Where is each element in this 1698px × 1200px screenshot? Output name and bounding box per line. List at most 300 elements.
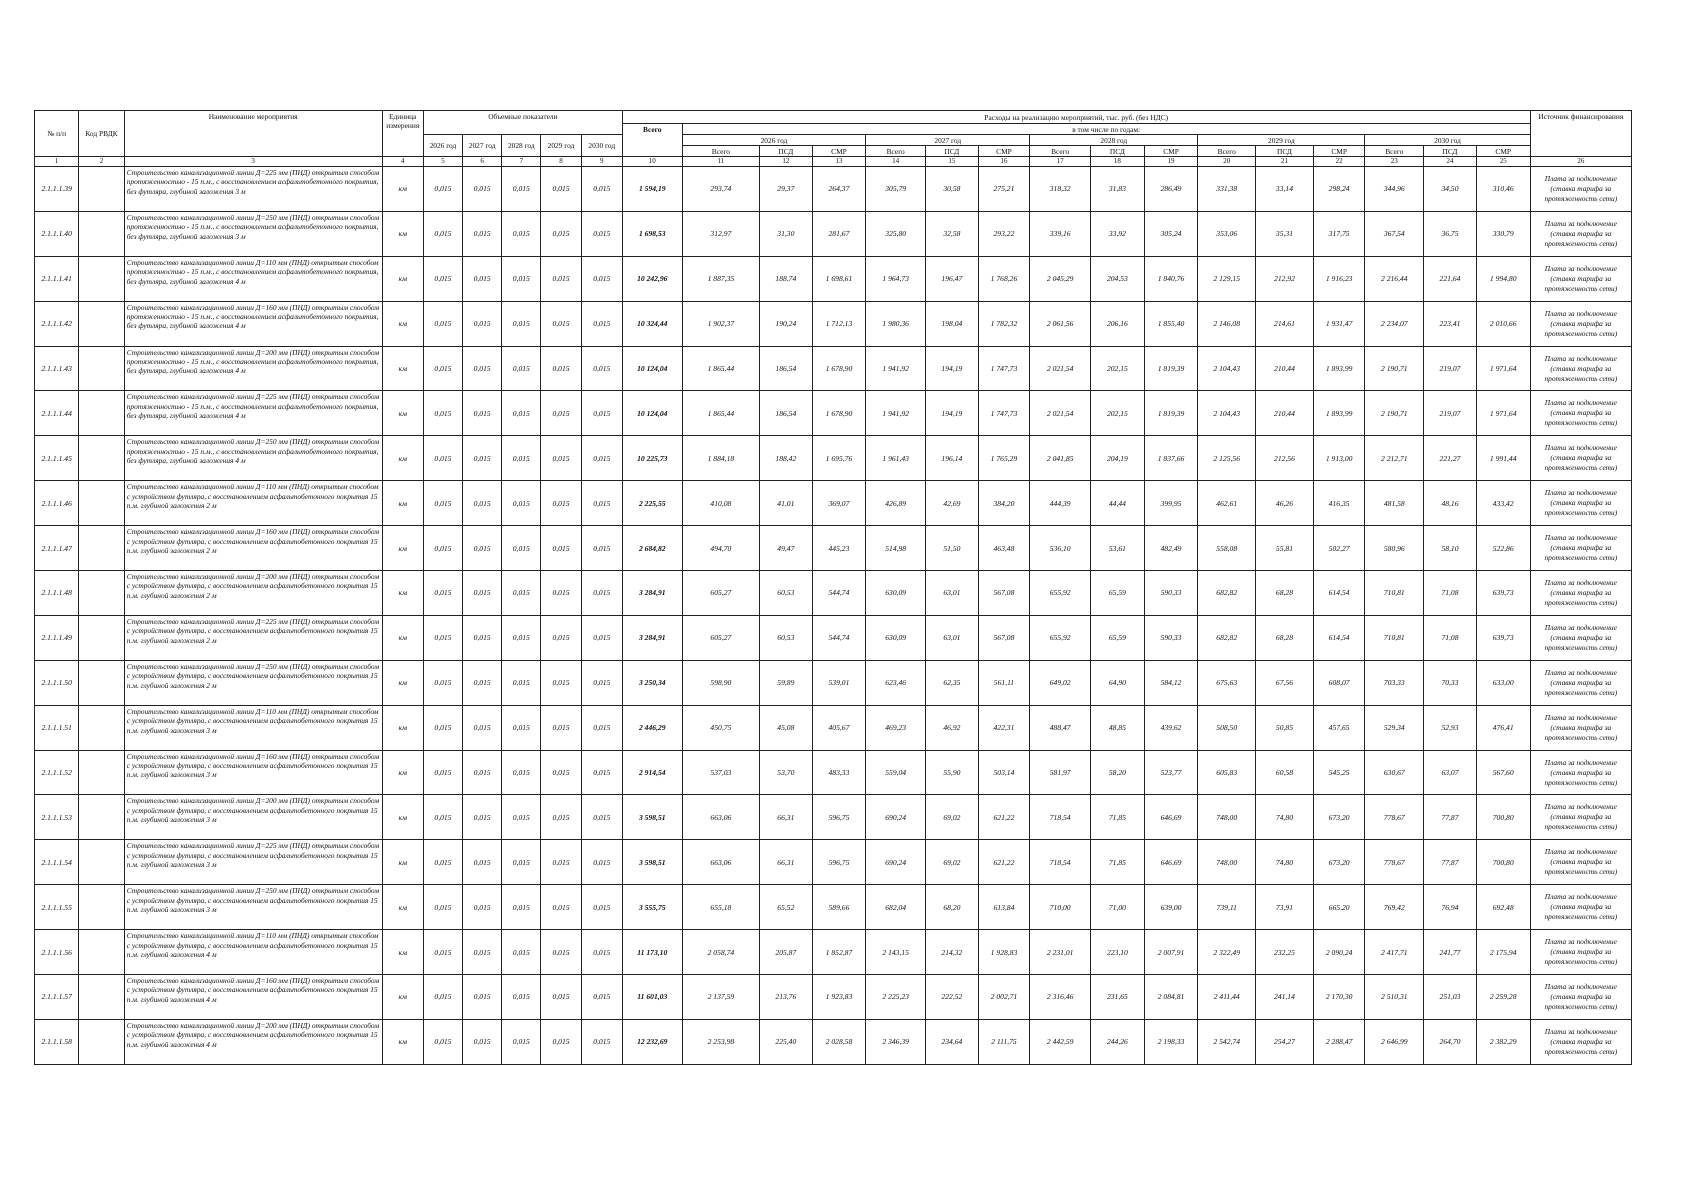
table-row [35,750,1632,795]
row-year-total: 703,33 [1365,660,1424,705]
header-vol-year: 2026 год [423,135,462,157]
row-year-psd: 244,26 [1091,1019,1145,1064]
row-volume: 0,015 [502,526,541,571]
row-volume: 0,015 [581,975,622,1020]
header-unit: Единица измерения [382,111,423,157]
row-name: Строительство канализационной линии Д=200 мм (ПНД) открытым способом с устройством футляра, с восстановлением асфальтобетонного покрытия 15 п.м. глубиной заложения 4 м [124,1019,382,1064]
row-year-psd: 67,56 [1256,660,1314,705]
table-row [35,615,1632,660]
row-number: 2.1.1.1.39 [35,167,79,212]
row-code [79,795,124,840]
row-volume: 0,015 [423,346,462,391]
row-number: 2.1.1.1.53 [35,795,79,840]
row-year-total: 663,06 [682,795,759,840]
row-volume: 0,015 [541,750,581,795]
row-year-total: 2 316,46 [1030,975,1091,1020]
row-unit: км [382,256,423,301]
row-unit: км [382,750,423,795]
row-year-psd: 60,53 [760,571,813,616]
row-year-total: 481,58 [1365,481,1424,526]
table-row [35,346,1632,391]
row-total: 1 698,53 [622,211,682,256]
row-name: Строительство канализационной линии Д=250 мм (ПНД) открытым способом с устройством футляра, с восстановлением асфальтобетонного покрытия 15 п.м. глубиной заложения 3 м [124,885,382,930]
table-row [35,840,1632,885]
row-volume: 0,015 [581,1019,622,1064]
row-volume: 0,015 [541,256,581,301]
row-year-smr: 1 698,61 [812,256,866,301]
row-code [79,167,124,212]
row-year-smr: 1 991,44 [1476,436,1530,481]
table-row [35,481,1632,526]
row-year-psd: 59,89 [760,660,813,705]
row-year-smr: 1 712,13 [812,301,866,346]
row-year-total: 529,34 [1365,705,1424,750]
row-year-total: 2 212,71 [1365,436,1424,481]
row-year-smr: 310,46 [1476,167,1530,212]
row-year-total: 2 231,01 [1030,930,1091,975]
row-volume: 0,015 [581,840,622,885]
row-year-psd: 66,31 [760,840,813,885]
column-number: 14 [866,157,926,167]
row-year-psd: 71,85 [1091,795,1145,840]
row-year-psd: 223,10 [1091,930,1145,975]
row-year-smr: 317,75 [1313,211,1365,256]
column-number: 21 [1256,157,1314,167]
row-volume: 0,015 [463,885,502,930]
row-year-psd: 35,31 [1256,211,1314,256]
row-unit: км [382,1019,423,1064]
row-year-psd: 68,20 [926,885,979,930]
row-year-smr: 1 971,64 [1476,346,1530,391]
row-volume: 0,015 [581,571,622,616]
row-year-smr: 646,69 [1144,795,1198,840]
row-volume: 0,015 [541,436,581,481]
row-year-psd: 58,10 [1424,526,1477,571]
row-year-total: 2 058,74 [682,930,759,975]
row-year-smr: 567,08 [978,571,1030,616]
row-source: Плата за подключение (ставка тарифа за протяженность сети) [1530,481,1631,526]
row-year-smr: 544,74 [812,615,866,660]
row-year-smr: 293,22 [978,211,1030,256]
row-volume: 0,015 [463,705,502,750]
row-volume: 0,015 [423,615,462,660]
row-year-psd: 71,00 [1091,885,1145,930]
row-year-smr: 639,73 [1476,571,1530,616]
row-year-smr: 2 028,58 [812,1019,866,1064]
row-name: Строительство канализационной линии Д=160 мм (ПНД) открытым способом с устройством футляра, с восстановлением асфальтобетонного покрытия 15 п.м. глубиной заложения 3 м [124,750,382,795]
row-year-smr: 286,49 [1144,167,1198,212]
row-year-psd: 36,75 [1424,211,1477,256]
row-year-smr: 457,65 [1313,705,1365,750]
row-year-total: 339,16 [1030,211,1091,256]
row-unit: км [382,795,423,840]
row-volume: 0,015 [423,930,462,975]
row-year-total: 748,00 [1198,795,1256,840]
row-year-psd: 51,50 [926,526,979,571]
row-year-smr: 2 111,75 [978,1019,1030,1064]
row-year-psd: 33,92 [1091,211,1145,256]
row-number: 2.1.1.1.47 [35,526,79,571]
row-year-smr: 264,37 [812,167,866,212]
row-year-psd: 196,14 [926,436,979,481]
row-volume: 0,015 [463,346,502,391]
row-code [79,526,124,571]
row-code [79,615,124,660]
row-total: 2 225,55 [622,481,682,526]
row-year-psd: 69,02 [926,795,979,840]
row-unit: км [382,885,423,930]
row-year-smr: 1 913,00 [1313,436,1365,481]
row-volume: 0,015 [541,1019,581,1064]
row-year-smr: 422,31 [978,705,1030,750]
row-year-smr: 1 994,80 [1476,256,1530,301]
column-number: 24 [1424,157,1477,167]
row-year-smr: 1 819,39 [1144,391,1198,436]
row-volume: 0,015 [423,436,462,481]
row-volume: 0,015 [502,167,541,212]
row-name: Строительство канализационной линии Д=110 мм (ПНД) открытым способом с устройством футляра, с восстановлением асфальтобетонного покрытия 15 п.м. глубиной заложения 4 м [124,930,382,975]
row-volume: 0,015 [581,660,622,705]
table-row [35,930,1632,975]
row-volume: 0,015 [502,346,541,391]
header-num: № п/п [35,111,79,157]
row-volume: 0,015 [463,481,502,526]
row-year-psd: 73,91 [1256,885,1314,930]
row-year-smr: 673,20 [1313,840,1365,885]
row-year-smr: 639,73 [1476,615,1530,660]
row-year-total: 325,80 [866,211,926,256]
row-year-smr: 608,07 [1313,660,1365,705]
column-number: 19 [1144,157,1198,167]
table-row [35,167,1632,212]
row-year-total: 2 216,44 [1365,256,1424,301]
row-total: 3 284,91 [622,571,682,616]
row-year-smr: 2 170,30 [1313,975,1365,1020]
row-volume: 0,015 [423,885,462,930]
row-source: Плата за подключение (ставка тарифа за протяженность сети) [1530,930,1631,975]
row-year-total: 2 104,43 [1198,391,1256,436]
row-code [79,436,124,481]
table-row [35,526,1632,571]
row-year-smr: 1 923,83 [812,975,866,1020]
column-number: 6 [463,157,502,167]
row-year-smr: 590,33 [1144,571,1198,616]
row-number: 2.1.1.1.51 [35,705,79,750]
row-year-psd: 188,74 [760,256,813,301]
row-year-total: 367,54 [1365,211,1424,256]
row-number: 2.1.1.1.52 [35,750,79,795]
row-year-smr: 445,23 [812,526,866,571]
column-number: 26 [1530,157,1631,167]
row-year-total: 2 061,56 [1030,301,1091,346]
row-volume: 0,015 [423,481,462,526]
row-year-psd: 74,80 [1256,795,1314,840]
row-year-total: 581,97 [1030,750,1091,795]
row-number: 2.1.1.1.45 [35,436,79,481]
column-number: 2 [79,157,124,167]
row-year-total: 2 442,59 [1030,1019,1091,1064]
row-volume: 0,015 [541,705,581,750]
row-name: Строительство канализационной линии Д=225 мм (ПНД) открытым способом протяженностью - 15 п.м., с восстановлением асфальтобетонного покрытия, без футляра, глубиной заложения 3 м [124,167,382,212]
row-year-smr: 384,20 [978,481,1030,526]
row-volume: 0,015 [541,975,581,1020]
row-unit: км [382,840,423,885]
row-year-smr: 275,21 [978,167,1030,212]
column-number: 23 [1365,157,1424,167]
row-year-smr: 2 002,71 [978,975,1030,1020]
row-source: Плата за подключение (ставка тарифа за протяженность сети) [1530,571,1631,616]
row-year-smr: 305,24 [1144,211,1198,256]
header-sub-psd: ПСД [1424,146,1477,157]
row-year-total: 718,54 [1030,840,1091,885]
row-number: 2.1.1.1.41 [35,256,79,301]
row-source: Плата за подключение (ставка тарифа за протяженность сети) [1530,301,1631,346]
row-year-psd: 46,26 [1256,481,1314,526]
row-year-total: 2 225,23 [866,975,926,1020]
row-volume: 0,015 [541,615,581,660]
row-year-psd: 64,90 [1091,660,1145,705]
row-source: Плата за подключение (ставка тарифа за протяженность сети) [1530,526,1631,571]
row-year-total: 769,42 [1365,885,1424,930]
row-volume: 0,015 [463,975,502,1020]
row-year-psd: 222,52 [926,975,979,1020]
row-volume: 0,015 [423,705,462,750]
row-volume: 0,015 [423,840,462,885]
row-year-total: 630,09 [866,571,926,616]
row-volume: 0,015 [541,481,581,526]
row-year-psd: 46,92 [926,705,979,750]
header-source: Источник финансирования [1530,111,1631,157]
row-volume: 0,015 [423,526,462,571]
header-vol-year: 2029 год [541,135,581,157]
row-year-psd: 49,47 [760,526,813,571]
row-year-psd: 44,44 [1091,481,1145,526]
row-source: Плата за подключение (ставка тарифа за протяженность сети) [1530,346,1631,391]
row-volume: 0,015 [581,885,622,930]
row-year-smr: 621,22 [978,840,1030,885]
row-year-psd: 204,19 [1091,436,1145,481]
row-year-psd: 63,07 [1424,750,1477,795]
row-year-total: 675,63 [1198,660,1256,705]
row-year-smr: 1 971,64 [1476,391,1530,436]
row-year-psd: 63,01 [926,571,979,616]
row-year-smr: 544,74 [812,571,866,616]
row-year-total: 605,27 [682,571,759,616]
row-year-total: 2 510,31 [1365,975,1424,1020]
row-total: 10 124,04 [622,391,682,436]
row-number: 2.1.1.1.46 [35,481,79,526]
header-code: Код РВДК [79,111,124,157]
row-total: 10 225,73 [622,436,682,481]
row-name: Строительство канализационной линии Д=110 мм (ПНД) открытым способом с устройством футляра, с восстановлением асфальтобетонного покрытия 15 п.м. глубиной заложения 3 м [124,705,382,750]
row-volume: 0,015 [502,795,541,840]
row-year-smr: 613,84 [978,885,1030,930]
column-number: 5 [423,157,462,167]
table-row [35,795,1632,840]
header-sub-smr: СМР [978,146,1030,157]
row-year-psd: 29,37 [760,167,813,212]
row-unit: км [382,167,423,212]
row-volume: 0,015 [502,481,541,526]
row-year-smr: 2 259,28 [1476,975,1530,1020]
row-year-total: 2 143,15 [866,930,926,975]
row-volume: 0,015 [502,436,541,481]
row-unit: км [382,346,423,391]
column-number: 18 [1091,157,1145,167]
row-year-psd: 194,19 [926,391,979,436]
table-row [35,211,1632,256]
row-year-total: 718,54 [1030,795,1091,840]
row-volume: 0,015 [541,795,581,840]
row-year-smr: 1 747,73 [978,391,1030,436]
row-year-psd: 66,31 [760,795,813,840]
row-year-psd: 241,77 [1424,930,1477,975]
row-source: Плата за подключение (ставка тарифа за протяженность сети) [1530,885,1631,930]
row-year-smr: 1 893,99 [1313,391,1365,436]
row-year-psd: 204,53 [1091,256,1145,301]
row-year-total: 623,46 [866,660,926,705]
row-total: 1 594,19 [622,167,682,212]
row-total: 10 124,04 [622,346,682,391]
row-year-psd: 212,92 [1256,256,1314,301]
row-year-smr: 2 090,24 [1313,930,1365,975]
row-year-psd: 186,54 [760,391,813,436]
row-volume: 0,015 [423,391,462,436]
row-code [79,660,124,705]
row-year-psd: 60,58 [1256,750,1314,795]
row-year-psd: 48,85 [1091,705,1145,750]
row-year-psd: 77,87 [1424,795,1477,840]
row-code [79,705,124,750]
row-name: Строительство канализационной линии Д=160 мм (ПНД) открытым способом с устройством футляра, с восстановлением асфальтобетонного покрытия 15 п.м. глубиной заложения 2 м [124,526,382,571]
row-year-smr: 439,62 [1144,705,1198,750]
header-volume: Объемные показатели [423,111,622,135]
row-year-smr: 1 678,90 [812,346,866,391]
row-year-psd: 31,83 [1091,167,1145,212]
row-year-total: 710,81 [1365,615,1424,660]
row-year-psd: 31,30 [760,211,813,256]
row-year-total: 1 902,37 [682,301,759,346]
header-sub-smr: СМР [1476,146,1530,157]
header-vol-year: 2030 год [581,135,622,157]
row-name: Строительство канализационной линии Д=110 мм (ПНД) открытым способом протяженностью - 15 п.м., с восстановлением асфальтобетонного покрытия, без футляра, глубиной заложения 4 м [124,256,382,301]
row-year-smr: 614,54 [1313,571,1365,616]
row-volume: 0,015 [581,526,622,571]
row-volume: 0,015 [581,391,622,436]
row-number: 2.1.1.1.54 [35,840,79,885]
row-year-total: 293,74 [682,167,759,212]
row-volume: 0,015 [541,526,581,571]
row-volume: 0,015 [541,840,581,885]
row-volume: 0,015 [463,526,502,571]
row-name: Строительство канализационной линии Д=250 мм (ПНД) открытым способом протяженностью - 15 п.м., с восстановлением асфальтобетонного покрытия, без футляра, глубиной заложения 3 м [124,211,382,256]
row-volume: 0,015 [463,930,502,975]
row-unit: км [382,436,423,481]
row-year-smr: 2 382,29 [1476,1019,1530,1064]
row-volume: 0,015 [502,256,541,301]
row-volume: 0,015 [502,211,541,256]
row-year-smr: 639,00 [1144,885,1198,930]
row-year-total: 778,67 [1365,840,1424,885]
header-exp-year: 2026 год [682,135,866,146]
column-number: 15 [926,157,979,167]
row-volume: 0,015 [463,301,502,346]
row-volume: 0,015 [423,795,462,840]
row-year-total: 655,18 [682,885,759,930]
row-volume: 0,015 [502,571,541,616]
row-volume: 0,015 [502,1019,541,1064]
row-total: 2 914,54 [622,750,682,795]
header-sub-total: Всего [1365,146,1424,157]
table-row [35,391,1632,436]
row-year-psd: 206,16 [1091,301,1145,346]
row-year-total: 663,06 [682,840,759,885]
header-sub-psd: ПСД [760,146,813,157]
row-year-total: 1 941,92 [866,346,926,391]
row-year-psd: 234,64 [926,1019,979,1064]
row-volume: 0,015 [463,795,502,840]
row-volume: 0,015 [581,346,622,391]
row-year-psd: 221,64 [1424,256,1477,301]
row-name: Строительство канализационной линии Д=250 мм (ПНД) открытым способом протяженностью - 15 п.м., с восстановлением асфальтобетонного покрытия, без футляра, глубиной заложения 4 м [124,436,382,481]
row-year-total: 1 865,44 [682,346,759,391]
row-code [79,930,124,975]
row-total: 3 250,34 [622,660,682,705]
row-name: Строительство канализационной линии Д=200 мм (ПНД) открытым способом с устройством футляра, с восстановлением асфальтобетонного покрытия 15 п.м. глубиной заложения 2 м [124,571,382,616]
row-volume: 0,015 [581,750,622,795]
row-year-smr: 1 893,99 [1313,346,1365,391]
row-year-total: 2 104,43 [1198,346,1256,391]
row-year-total: 2 542,74 [1198,1019,1256,1064]
row-year-psd: 188,42 [760,436,813,481]
row-year-smr: 596,75 [812,795,866,840]
row-year-smr: 589,66 [812,885,866,930]
row-year-psd: 63,01 [926,615,979,660]
row-year-smr: 673,20 [1313,795,1365,840]
row-unit: км [382,391,423,436]
header-name: Наименование мероприятия [124,111,382,157]
row-year-psd: 50,85 [1256,705,1314,750]
row-unit: км [382,571,423,616]
row-year-psd: 214,32 [926,930,979,975]
row-volume: 0,015 [463,1019,502,1064]
column-number: 1 [35,157,79,167]
row-year-smr: 1 931,47 [1313,301,1365,346]
header-sub-psd: ПСД [926,146,979,157]
row-year-total: 778,67 [1365,795,1424,840]
row-year-smr: 405,67 [812,705,866,750]
row-year-smr: 646,69 [1144,840,1198,885]
row-volume: 0,015 [423,301,462,346]
table-row [35,660,1632,705]
row-volume: 0,015 [502,660,541,705]
row-year-smr: 1 855,40 [1144,301,1198,346]
row-year-psd: 65,52 [760,885,813,930]
row-code [79,346,124,391]
row-source: Плата за подключение (ставка тарифа за протяженность сети) [1530,975,1631,1020]
row-total: 11 173,10 [622,930,682,975]
column-number: 9 [581,157,622,167]
row-name: Строительство канализационной линии Д=110 мм (ПНД) открытым способом с устройством футляра, с восстановлением асфальтобетонного покрытия 15 п.м. глубиной заложения 2 м [124,481,382,526]
header-sub-smr: СМР [1313,146,1365,157]
row-volume: 0,015 [541,885,581,930]
row-year-psd: 202,15 [1091,391,1145,436]
table-header [35,111,1632,167]
row-source: Плата за подключение (ставка тарифа за протяженность сети) [1530,840,1631,885]
row-volume: 0,015 [463,256,502,301]
row-year-psd: 254,27 [1256,1019,1314,1064]
row-year-total: 682,82 [1198,615,1256,660]
